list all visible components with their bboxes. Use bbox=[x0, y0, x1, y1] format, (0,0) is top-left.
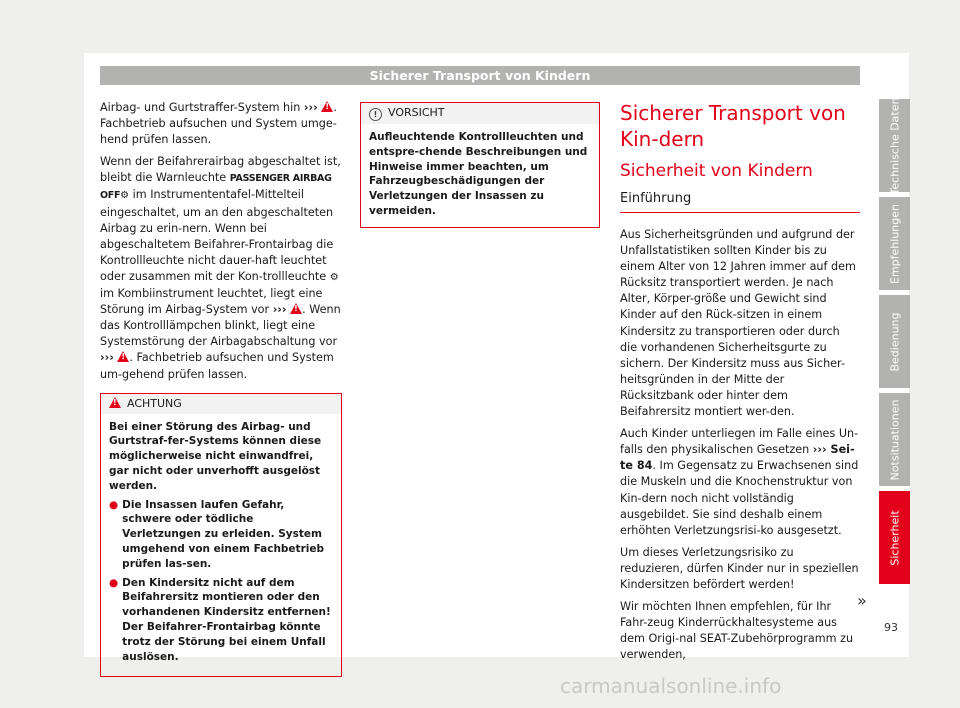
intro-paragraph-1: Aus Sicherheitsgründen und aufgrund der Unfallstatistiken sollten Kinder bis zu einem Alter von 12 Jahren immer auf dem Rücksitz transportiert werden. Je nach Alter, Körper-größe und Gewicht sind Kinder auf den Rück-sitzen in einem Kindersitz zu transportieren oder durch die vorhandenen Sicherheitsgurte zu sichern. Der Kindersitz muss aus Sicher-heitsgründen in der Mitte der Rücksitzbank oder hinter dem Beifahrersitz montiert wer-den. bbox=[620, 228, 856, 419]
continue-arrow-icon: » bbox=[857, 591, 867, 610]
caution-box-body: Aufleuchtende Kontrollleuchten und entspre-chende Beschreibungen und Hinweise immer beachten, um Fahrzeugbeschädigungen der Verletzungen der Insassen zu vermeiden. bbox=[369, 131, 588, 217]
airbag-lamp-icon: ⚙ bbox=[120, 190, 130, 202]
paragraph-1: Airbag- und Gurtstraffer-System hin ››› ! . Fachbetrieb aufsuchen und System umge-hend prüfen lassen. bbox=[100, 100, 342, 148]
tab-empfehlungen[interactable]: Empfehlungen bbox=[879, 197, 910, 290]
airbag-warning-lamp-icon: ⚙ bbox=[329, 271, 339, 283]
warning-triangle-icon bbox=[109, 397, 121, 408]
column-right bbox=[620, 100, 860, 669]
passenger-airbag-off-label: PASSENGER AIRBAG OFF bbox=[100, 173, 332, 202]
tab-notsituationen[interactable]: Notsituationen bbox=[879, 393, 910, 486]
watermark: carmanualsonline.info bbox=[560, 674, 782, 698]
warning-triangle-icon bbox=[321, 101, 333, 112]
paragraph-2: Wenn der Beifahrerairbag abgeschaltet ist, bleibt die Warnleuchte PASSENGER AIRBAG OFF⚙ im Instrumententafel-Mittelteil eingeschaltet, um an den abgeschalteten Airbag zu erin-nern. Wenn bei abgeschaltetem Beifahrer-Frontairbag die Kontrollleuchte nicht dauer-haft leuchtet oder zusammen mit der Kon-trollleuchte ⚙ im Kombiinstrument leuchtet, liegt eine Störung im Airbag-System vor ››› ! . Wenn das Kontrolllämpchen blinkt, liegt eine Systemstörung der Airbagabschaltung vor ››› ! . Fachbetrieb aufsuchen und System um-gehend prüfen lassen. bbox=[100, 154, 342, 382]
ref-arrow[interactable]: ››› bbox=[272, 303, 287, 317]
warning-intro: Bei einer Störung des Airbag- und Gurtstraf-fer-Systems können diese möglicherweise nicht einwandfrei, gar nicht oder unverhofft ausgelöst werden. bbox=[109, 420, 322, 492]
column-left bbox=[100, 100, 342, 677]
bullet-dot-icon: ● bbox=[109, 576, 119, 589]
intro-paragraph-4: Wir möchten Ihnen empfehlen, für Ihr Fahr-zeug Kinderrückhaltesysteme aus dem Origi-nal SEAT-Zubehörprogramm zu verwenden, bbox=[620, 600, 854, 662]
warning-triangle-icon bbox=[290, 303, 302, 314]
intro-paragraph-3: Um dieses Verletzungsrisiko zu reduzieren, dürfen Kinder nur in speziellen Kindersitzen befördert werden! bbox=[620, 545, 859, 591]
column-middle bbox=[360, 102, 600, 228]
section-header: Sicherer Transport von Kindern bbox=[100, 66, 860, 85]
ref-arrow[interactable]: ››› bbox=[303, 101, 318, 114]
page-reference-link[interactable]: ››› Sei-te 84 bbox=[620, 443, 855, 473]
intro-paragraph-2: Auch Kinder unterliegen im Falle eines Un-falls den physikalischen Gesetzen ››› Sei-te 84. Im Gegensatz zu Erwachsenen sind die Muskeln und die Knochenstruktur von Kin-dern noch nicht vollständig ausgebildet. Sie sind deshalb einem erhöhten Verletzungsrisi-ko ausgesetzt. bbox=[620, 427, 859, 537]
subsection-title: Einführung bbox=[620, 190, 860, 213]
tab-bedienung[interactable]: Bedienung bbox=[879, 295, 910, 388]
warning-box-header: !ACHTUNG bbox=[101, 394, 341, 414]
tab-technische-daten[interactable]: Technische Daten bbox=[879, 99, 910, 192]
warning-box bbox=[100, 393, 342, 678]
bullet-dot-icon: ● bbox=[109, 498, 119, 511]
section-title: Sicherheit von Kindern bbox=[620, 161, 813, 181]
warning-triangle-icon bbox=[117, 351, 129, 362]
warning-bullet: ● Den Kindersitz nicht auf dem Beifahrersitz montieren oder den vorhandenen Kindersitz entfernen! Der Beifahrer-Frontairbag könnte trotz der Störung bei einem Unfall auslösen. bbox=[109, 576, 331, 663]
caution-box bbox=[360, 102, 600, 228]
warning-box-body bbox=[101, 414, 341, 677]
ref-arrow[interactable]: ››› bbox=[100, 351, 114, 365]
tab-sicherheit[interactable]: Sicherheit bbox=[879, 491, 910, 584]
chapter-title: Sicherer Transport von Kin-dern bbox=[620, 101, 846, 151]
info-icon: ! bbox=[369, 108, 382, 121]
caution-box-header: ! VORSICHT bbox=[361, 103, 599, 124]
page-number: 93 bbox=[884, 621, 898, 634]
warning-bullet: ● Die Insassen laufen Gefahr, schwere oder tödliche Verletzungen zu erleiden. System umgehend von einem Fachbetrieb prüfen las-sen. bbox=[109, 498, 324, 570]
